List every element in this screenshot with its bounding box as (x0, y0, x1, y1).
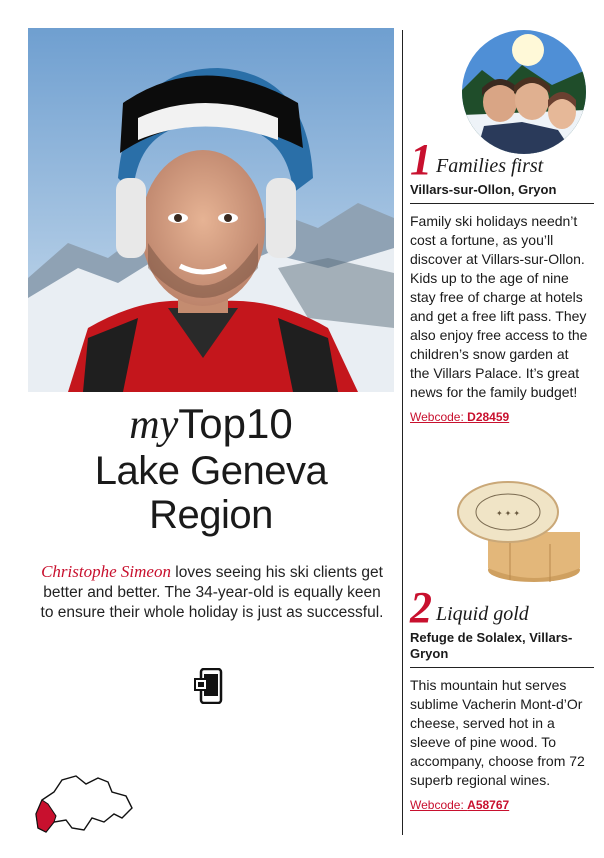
item-1-text: Family ski holidays needn’t cost a fortune, as you’ll discover at Villars-sur-Ollon. Kids up to the age of nine stay free of charge at hotels and get a free lift pass. They also enjoy free access to the children’s snow garden at the Villars Palace. It’s great news for the family budget! (410, 213, 588, 400)
title-top10: Top10 (178, 400, 293, 447)
item-2-webcode-value: A58767 (467, 798, 510, 812)
item-1-heading (410, 135, 594, 204)
switzerland-map-icon (28, 770, 136, 838)
title-line-region: Region (149, 493, 273, 537)
intro-name: Christophe Simeon (41, 562, 171, 581)
item-2-heading (410, 583, 594, 668)
intro-paragraph (40, 562, 384, 623)
mobile-phone-icon[interactable] (193, 668, 223, 704)
title-line-lake-geneva: Lake Geneva (94, 449, 328, 493)
item-1-webcode-label: Webcode: (410, 410, 468, 424)
intro-text: loves seeing his ski clients get better and better. The 34-year-old is equally keen to ensure their whole holiday is just as successful. (40, 564, 384, 621)
item-1-place: Villars-sur-Ollon, Gryon (410, 182, 594, 204)
hero-photo-skier (28, 28, 394, 392)
item-2-body (410, 676, 590, 815)
item-1-title: Families first (436, 155, 544, 177)
item-2-webcode-link[interactable] (410, 796, 590, 815)
right-column (410, 0, 594, 858)
title-my: my (129, 402, 179, 448)
family-photo (462, 30, 586, 154)
column-divider (402, 30, 403, 835)
page-title (28, 400, 394, 537)
item-2-text: This mountain hut serves sublime Vacherin Mont-d’Or cheese, served hot in a sleeve of pine wood. To accompany, choose from 72 superb regional wines. (410, 677, 585, 788)
item-1-webcode-value: D28459 (467, 410, 510, 424)
cheese-box-photo (450, 472, 590, 590)
item-1-number: 1 (410, 135, 432, 184)
title-line-my-top10 (28, 400, 394, 449)
item-2-place: Refuge de Solalex, Villars-Gryon (410, 630, 594, 668)
item-2-number: 2 (410, 583, 432, 632)
item-1-webcode-link[interactable] (410, 408, 590, 427)
item-2-webcode-label: Webcode: (410, 798, 468, 812)
svg-text:✦ ✦ ✦: ✦ ✦ ✦ (495, 509, 521, 518)
item-1-body (410, 212, 590, 427)
item-2-title: Liquid gold (436, 603, 529, 625)
